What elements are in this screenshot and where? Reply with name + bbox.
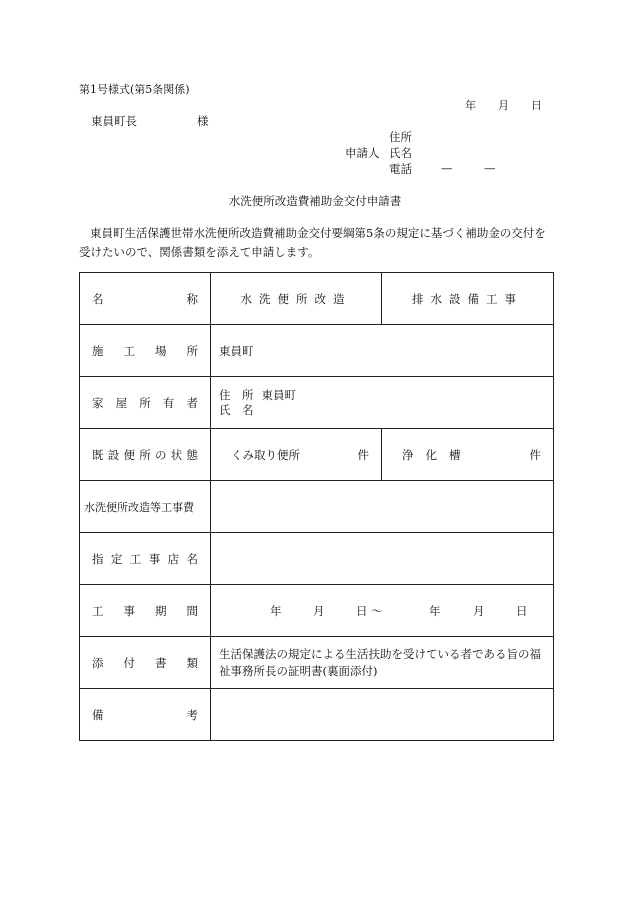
row-construction-period <box>80 585 554 637</box>
phone-separator-2: — <box>484 161 496 175</box>
pit-toilet-label: くみ取り便所 <box>231 447 300 462</box>
row-construction-site <box>80 325 554 377</box>
name-label: 名称 <box>92 291 198 306</box>
period-end-year: 年 <box>429 603 441 618</box>
contractor-value <box>211 533 554 585</box>
phone-separator-1: — <box>441 161 453 175</box>
remarks-label: 備考 <box>92 707 198 722</box>
row-attachments <box>80 637 554 689</box>
pit-toilet-unit: 件 <box>357 447 369 462</box>
row-contractor <box>80 533 554 585</box>
date-year-label: 年 <box>465 99 476 112</box>
construction-site-value: 東員町 <box>211 325 554 377</box>
applicant-role-label: 申請人 <box>345 146 380 160</box>
construction-cost-label: 水洗便所改造等工事費 <box>80 481 211 533</box>
honorific: 様 <box>197 114 209 128</box>
contractor-label: 指定工事店名 <box>92 551 198 566</box>
addressee: 東員町長 <box>91 114 137 128</box>
date-month-label: 月 <box>498 99 509 112</box>
owner-name-label: 氏 名 <box>219 402 254 417</box>
row-remarks <box>80 689 554 741</box>
attachments-label: 添付書類 <box>92 655 198 670</box>
period-tilde: ～ <box>371 603 383 618</box>
name-value-left: 水洗便所改造 <box>211 273 382 325</box>
document-title: 水洗便所改造費補助金交付申請書 <box>228 194 402 208</box>
construction-site-label: 施工場所 <box>92 343 198 358</box>
construction-cost-value <box>211 481 554 533</box>
septic-tank-label: 浄化槽 <box>402 447 473 462</box>
period-start-month: 月 <box>313 603 325 618</box>
construction-period-label: 工事期間 <box>92 603 198 618</box>
name-value-right: 排水設備工事 <box>382 273 554 325</box>
applicant-name-label: 氏名 <box>389 146 412 160</box>
attachments-value: 生活保護法の規定による生活扶助を受けている者である旨の福祉事務所長の証明書(裏面添付) <box>211 637 554 689</box>
septic-tank-unit: 件 <box>529 447 541 462</box>
period-start-day: 日 <box>356 603 368 618</box>
row-existing-toilet <box>80 429 554 481</box>
form-number: 第1号様式(第5条関係) <box>79 83 190 96</box>
body-paragraph: 東員町生活保護世帯水洗便所改造費補助金交付要綱第5条の規定に基づく補助金の交付を受けたいので、関係書類を添えて申請します。 <box>79 226 546 259</box>
owner-address-label: 住 所 <box>219 387 254 402</box>
owner-address-value: 東員町 <box>261 387 296 402</box>
period-end-day: 日 <box>516 603 528 618</box>
applicant-address-label: 住所 <box>389 130 412 144</box>
house-owner-value <box>211 377 554 429</box>
application-form-table <box>79 272 554 741</box>
row-name <box>80 273 554 325</box>
period-end-month: 月 <box>473 603 485 618</box>
row-house-owner <box>80 377 554 429</box>
period-start-year: 年 <box>270 603 282 618</box>
existing-toilet-label: 既設便所の状態 <box>92 447 198 462</box>
house-owner-label: 家屋所有者 <box>92 395 198 410</box>
applicant-phone-label: 電話 <box>389 162 412 176</box>
construction-period-value <box>211 585 554 637</box>
date-day-label: 日 <box>531 99 542 112</box>
row-construction-cost <box>80 481 554 533</box>
remarks-value <box>211 689 554 741</box>
